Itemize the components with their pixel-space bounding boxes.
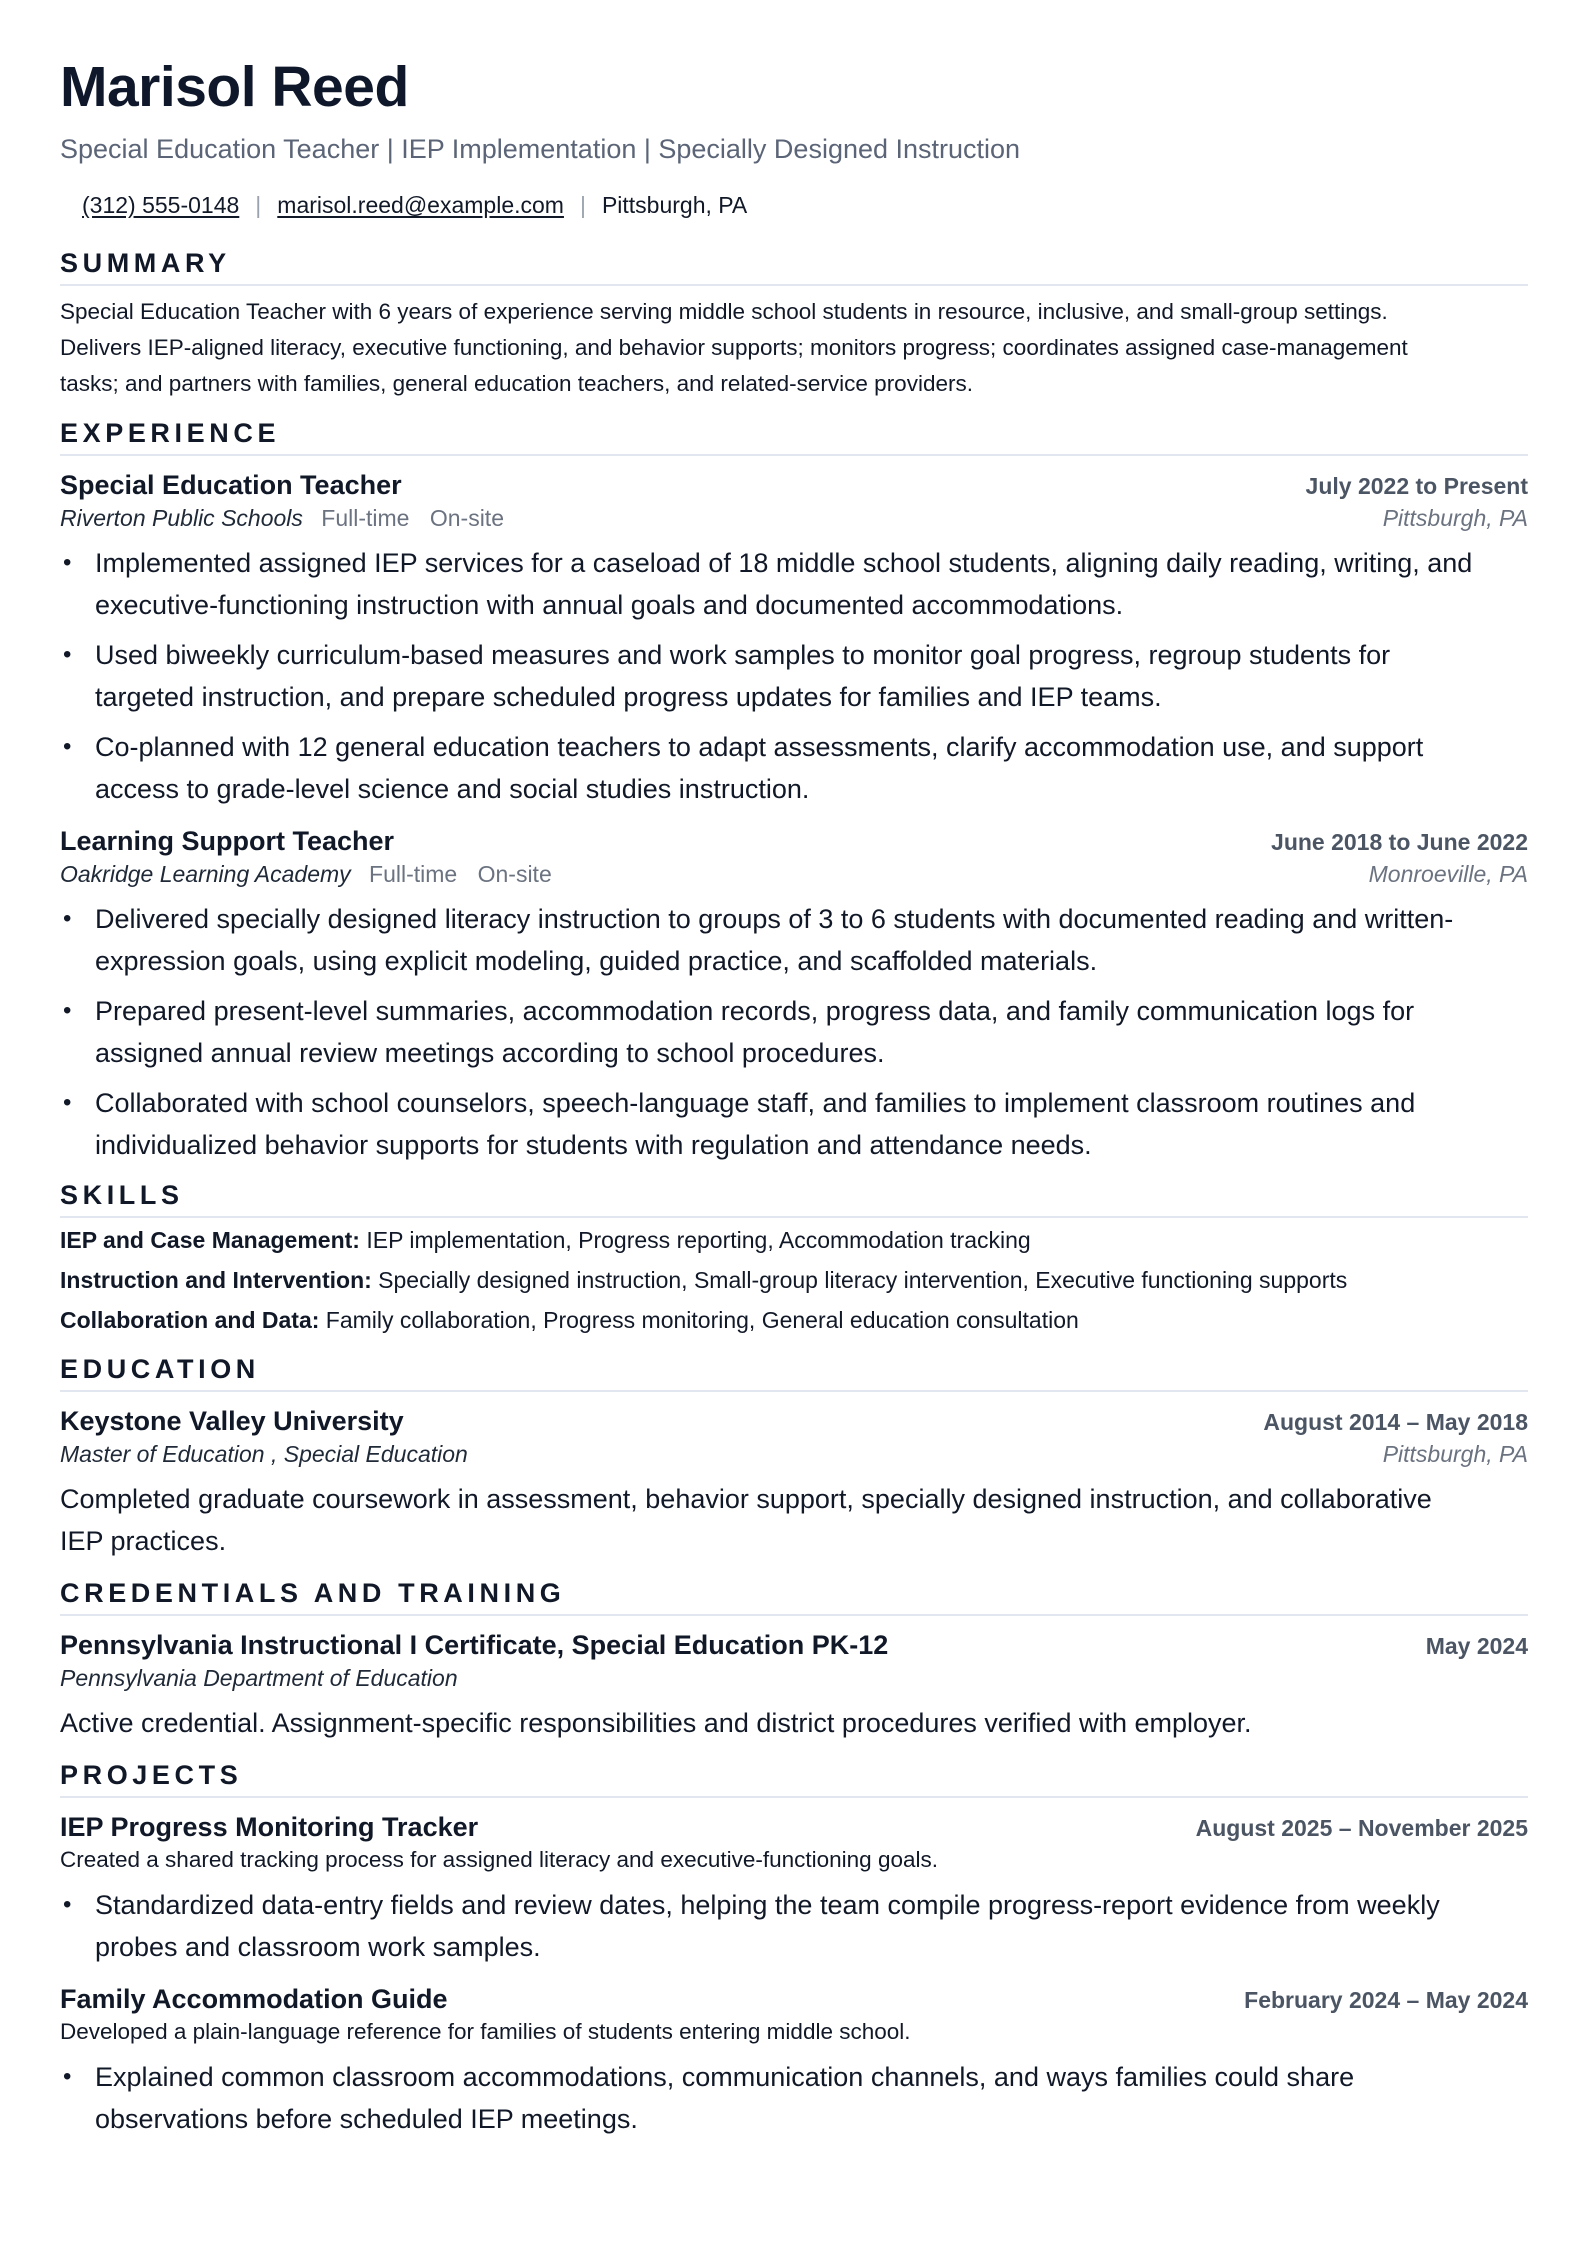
summary-line: Special Education Teacher with 6 years of experience serving middle school students in resource, inclusive, and small-group settings.: [60, 299, 1388, 324]
skill-row: [60, 1260, 1528, 1300]
bullet-line: • Prepared present-level summaries, accommodation records, progress data, and family communication logs for: [95, 996, 1415, 1026]
work-mode: On-site: [429, 505, 504, 531]
project-bullets: [60, 2056, 1528, 2140]
summary-line: tasks; and partners with families, general education teachers, and related-service providers.: [60, 371, 973, 396]
summary-line: Delivers IEP-aligned literacy, executive functioning, and behavior supports; monitors progress; coordinates assigned case-management: [60, 335, 1408, 360]
experience-entry: [60, 468, 1528, 810]
credential-entry: [60, 1628, 1528, 1744]
credential-date: May 2024: [1425, 1633, 1528, 1659]
job-dates: June 2018 to June 2022: [1271, 829, 1528, 855]
bullet-line: • Co-planned with 12 general education teachers to adapt assessments, clarify accommodation use, and support: [95, 732, 1424, 762]
bullet-line: • Explained common classroom accommodations, communication channels, and ways families could share: [95, 2062, 1355, 2092]
job-location: Monroeville, PA: [1368, 861, 1528, 887]
job-location: Pittsburgh, PA: [1382, 505, 1528, 531]
bullet-line: observations before scheduled IEP meetings.: [95, 2104, 638, 2134]
contact-line: [60, 190, 1528, 220]
skill-row: [60, 1220, 1528, 1260]
job-dates: July 2022 to Present: [1305, 473, 1528, 499]
bullet-line: • Delivered specially designed literacy instruction to groups of 3 to 6 students with documented reading and written-: [95, 904, 1454, 934]
list-item: [95, 1884, 1528, 1968]
description-line: IEP practices.: [60, 1526, 227, 1556]
project-description: Developed a plain-language reference for families of students entering middle school.: [60, 2019, 911, 2044]
degree-name: Master of Education , Special Education: [60, 1441, 468, 1467]
summary-text: [60, 294, 1528, 402]
bullet-line: • Implemented assigned IEP services for a caseload of 18 middle school students, aligning daily reading, writing, and: [95, 548, 1473, 578]
project-bullets: [60, 1884, 1528, 1968]
contact-location: Pittsburgh, PA: [601, 192, 748, 218]
employment-type: Full-time: [369, 861, 458, 887]
project-entry: [60, 1810, 1528, 1968]
section-title-credentials: CREDENTIALS AND TRAINING: [60, 1576, 1528, 1616]
project-dates: August 2025 – November 2025: [1195, 1815, 1528, 1841]
job-bullets: [60, 898, 1528, 1166]
job-title: Learning Support Teacher: [60, 826, 395, 856]
bullet-line: individualized behavior supports for students with regulation and attendance needs.: [95, 1130, 1092, 1160]
section-title-projects: PROJECTS: [60, 1758, 1528, 1798]
candidate-headline: Special Education Teacher | IEP Implementation | Specially Designed Instruction: [60, 134, 1021, 164]
credential-note: Active credential. Assignment-specific responsibilities and district procedures verified with employer.: [60, 1708, 1252, 1738]
employment-type: Full-time: [321, 505, 410, 531]
bullet-line: • Standardized data-entry fields and review dates, helping the team compile progress-report evidence from weekly: [95, 1890, 1440, 1920]
employer-name: Oakridge Learning Academy: [60, 861, 351, 887]
skill-values: Family collaboration, Progress monitoring, General education consultation: [325, 1307, 1079, 1333]
candidate-name: Marisol Reed: [60, 55, 409, 119]
project-description: Created a shared tracking process for assigned literacy and executive-functioning goals.: [60, 1847, 938, 1872]
list-item: [95, 990, 1528, 1074]
section-title-summary: SUMMARY: [60, 246, 1528, 286]
skill-category: Instruction and Intervention:: [60, 1267, 372, 1293]
job-bullets: [60, 542, 1528, 810]
list-item: [95, 1082, 1528, 1166]
section-title-skills: SKILLS: [60, 1178, 1528, 1218]
list-item: [95, 542, 1528, 626]
section-title-education: EDUCATION: [60, 1352, 1528, 1392]
project-dates: February 2024 – May 2024: [1244, 1987, 1528, 2013]
education-location: Pittsburgh, PA: [1382, 1441, 1528, 1467]
list-item: [95, 726, 1528, 810]
list-item: [95, 898, 1528, 982]
bullet-line: assigned annual review meetings according to school procedures.: [95, 1038, 885, 1068]
job-title: Special Education Teacher: [60, 470, 402, 500]
bullet-line: • Used biweekly curriculum-based measures and work samples to monitor goal progress, regroup students for: [95, 640, 1391, 670]
contact-separator: |: [255, 192, 262, 218]
skill-category: IEP and Case Management:: [60, 1227, 360, 1253]
education-description: [60, 1478, 1528, 1562]
skill-category: Collaboration and Data:: [60, 1307, 320, 1333]
employer-name: Riverton Public Schools: [60, 505, 303, 531]
list-item: [95, 2056, 1528, 2140]
section-title-experience: EXPERIENCE: [60, 416, 1528, 456]
skill-values: Specially designed instruction, Small-group literacy intervention, Executive functioning supports: [378, 1267, 1348, 1293]
contact-separator: |: [579, 192, 586, 218]
skill-row: [60, 1300, 1528, 1340]
bullet-line: targeted instruction, and prepare scheduled progress updates for families and IEP teams.: [95, 682, 1162, 712]
credential-title: Pennsylvania Instructional I Certificate, Special Education PK-12: [60, 1630, 889, 1660]
skills-list: [60, 1220, 1528, 1340]
list-item: [95, 634, 1528, 718]
description-line: Completed graduate coursework in assessment, behavior support, specially designed instruction, and collaborative: [60, 1484, 1432, 1514]
project-title: IEP Progress Monitoring Tracker: [60, 1812, 479, 1842]
project-title: Family Accommodation Guide: [60, 1984, 448, 2014]
bullet-line: expression goals, using explicit modeling, guided practice, and scaffolded materials.: [95, 946, 1098, 976]
bullet-line: access to grade-level science and social studies instruction.: [95, 774, 810, 804]
bullet-line: executive-functioning instruction with annual goals and documented accommodations.: [95, 590, 1124, 620]
credential-issuer: Pennsylvania Department of Education: [60, 1665, 458, 1691]
bullet-line: probes and classroom work samples.: [95, 1932, 541, 1962]
work-mode: On-site: [477, 861, 552, 887]
bullet-line: • Collaborated with school counselors, speech-language staff, and families to implement classroom routines and: [95, 1088, 1416, 1118]
school-name: Keystone Valley University: [60, 1406, 404, 1436]
skill-values: IEP implementation, Progress reporting, Accommodation tracking: [366, 1227, 1031, 1253]
email-link[interactable]: marisol.reed@example.com: [277, 192, 564, 218]
experience-entry: [60, 824, 1528, 1166]
education-entry: [60, 1404, 1528, 1562]
project-entry: [60, 1982, 1528, 2140]
phone-link[interactable]: (312) 555-0148: [82, 192, 240, 218]
education-dates: August 2014 – May 2018: [1263, 1409, 1528, 1435]
